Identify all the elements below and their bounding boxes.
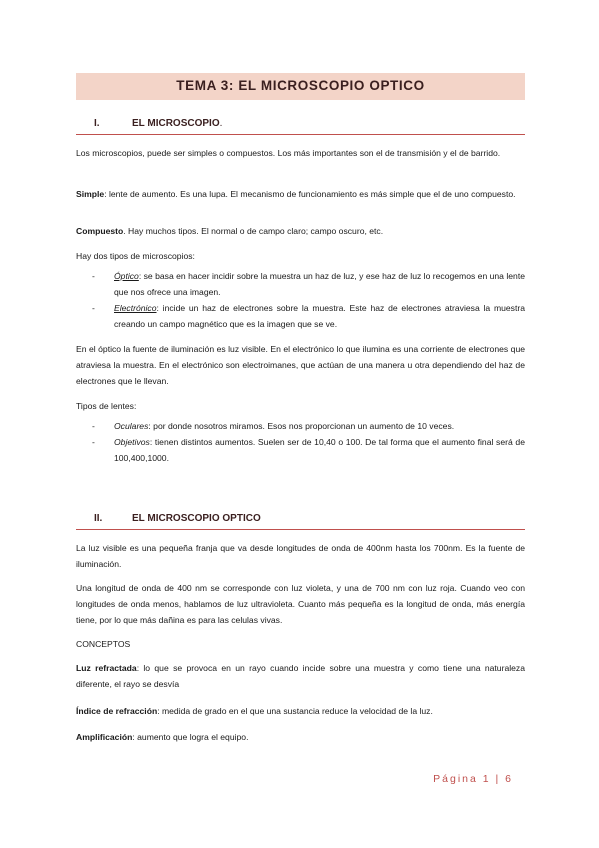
list-item: - Óptico: se basa en hacer incidir sobre la muestra un haz de luz, y ese haz de luz lo recogemos en una lente que nos ofrece una imagen. bbox=[92, 271, 525, 297]
concepts-label: CONCEPTOS bbox=[76, 639, 131, 649]
term-oculares: Oculares bbox=[114, 421, 149, 431]
term-electronico: Electrónico bbox=[114, 303, 157, 313]
concept-item: Índice de refracción: medida de grado en el que una sustancia reduce la velocidad de la luz. bbox=[76, 706, 433, 716]
term-simple: Simple bbox=[76, 189, 105, 199]
list-item: - Electrónico: incide un haz de electrones sobre la muestra. Este haz de electrones atraviesa la muestra creando un campo magnético que es la imagen que se ve. bbox=[92, 303, 525, 329]
title-band bbox=[76, 73, 525, 100]
document-title: TEMA 3: EL MICROSCOPIO OPTICO bbox=[176, 78, 425, 93]
list-item: - Objetivos: tienen distintos aumentos. Suelen ser de 10,40 o 100. De tal forma que el aumento final será de 100,400,1000. bbox=[92, 437, 525, 463]
page-number: Página 1 | 6 bbox=[433, 773, 513, 785]
section-2-number: II. bbox=[94, 513, 103, 524]
page-footer bbox=[76, 761, 525, 791]
term-objetivos: Objetivos bbox=[114, 437, 150, 447]
section-1-title: EL MICROSCOPIO. bbox=[132, 118, 223, 129]
section-1-number: I. bbox=[94, 118, 100, 129]
paragraph-compuesto: Compuesto. Hay muchos tipos. El normal o de campo claro; campo oscuro, etc. bbox=[76, 226, 384, 236]
term-compuesto: Compuesto bbox=[76, 226, 124, 236]
paragraph-types-intro: Hay dos tipos de microscopios: bbox=[76, 251, 195, 261]
term-luz-refractada: Luz refractada bbox=[76, 663, 137, 673]
paragraph-visible-light: La luz visible es una pequeña franja que va desde longitudes de onda de 400nm hasta los 700nm. Es la fuente de iluminación. bbox=[76, 543, 525, 569]
paragraph-intro: Los microscopios, puede ser simples o compuestos. Los más importantes son el de transmisión y el de barrido. bbox=[76, 148, 501, 158]
concept-item: Luz refractada: lo que se provoca en un rayo cuando incide sobre una muestra y como tiene una naturaleza diferente, el rayo se desvía bbox=[76, 663, 525, 689]
term-indice-refraccion: Índice de refracción bbox=[76, 706, 158, 716]
section-1-heading bbox=[76, 112, 525, 135]
term-amplificacion: Amplificación bbox=[76, 732, 133, 742]
concept-item: Amplificación: aumento que logra el equipo. bbox=[76, 732, 249, 742]
term-optico: Óptico bbox=[114, 271, 139, 281]
section-2-heading bbox=[76, 507, 525, 530]
section-2-title: EL MICROSCOPIO OPTICO bbox=[132, 513, 261, 524]
paragraph-wavelength: Una longitud de onda de 400 nm se corresponde con luz violeta, y una de 700 nm con luz roja. Cuando veo con longitudes de onda menos, hablamos de luz ultravioleta. Cuanto más pequeña es la longitud de onda, más energía tiene, por lo que más dañina es para las celulas vivas. bbox=[76, 583, 525, 625]
list-item: - Oculares: por donde nosotros miramos. Esos nos proporcionan un aumento de 10 veces. bbox=[92, 421, 455, 431]
paragraph-illumination: En el óptico la fuente de iluminación es luz visible. En el electrónico lo que ilumina es una corriente de electrones que atraviesa la muestra. En el electrónico son electroimanes, que actúan de una manera u otra dependiendo del haz de electrones que le llevan. bbox=[76, 344, 525, 386]
paragraph-lenses-intro: Tipos de lentes: bbox=[76, 401, 137, 411]
paragraph-simple: Simple: lente de aumento. Es una lupa. El mecanismo de funcionamiento es más simple que el de uno compuesto. bbox=[76, 189, 516, 199]
